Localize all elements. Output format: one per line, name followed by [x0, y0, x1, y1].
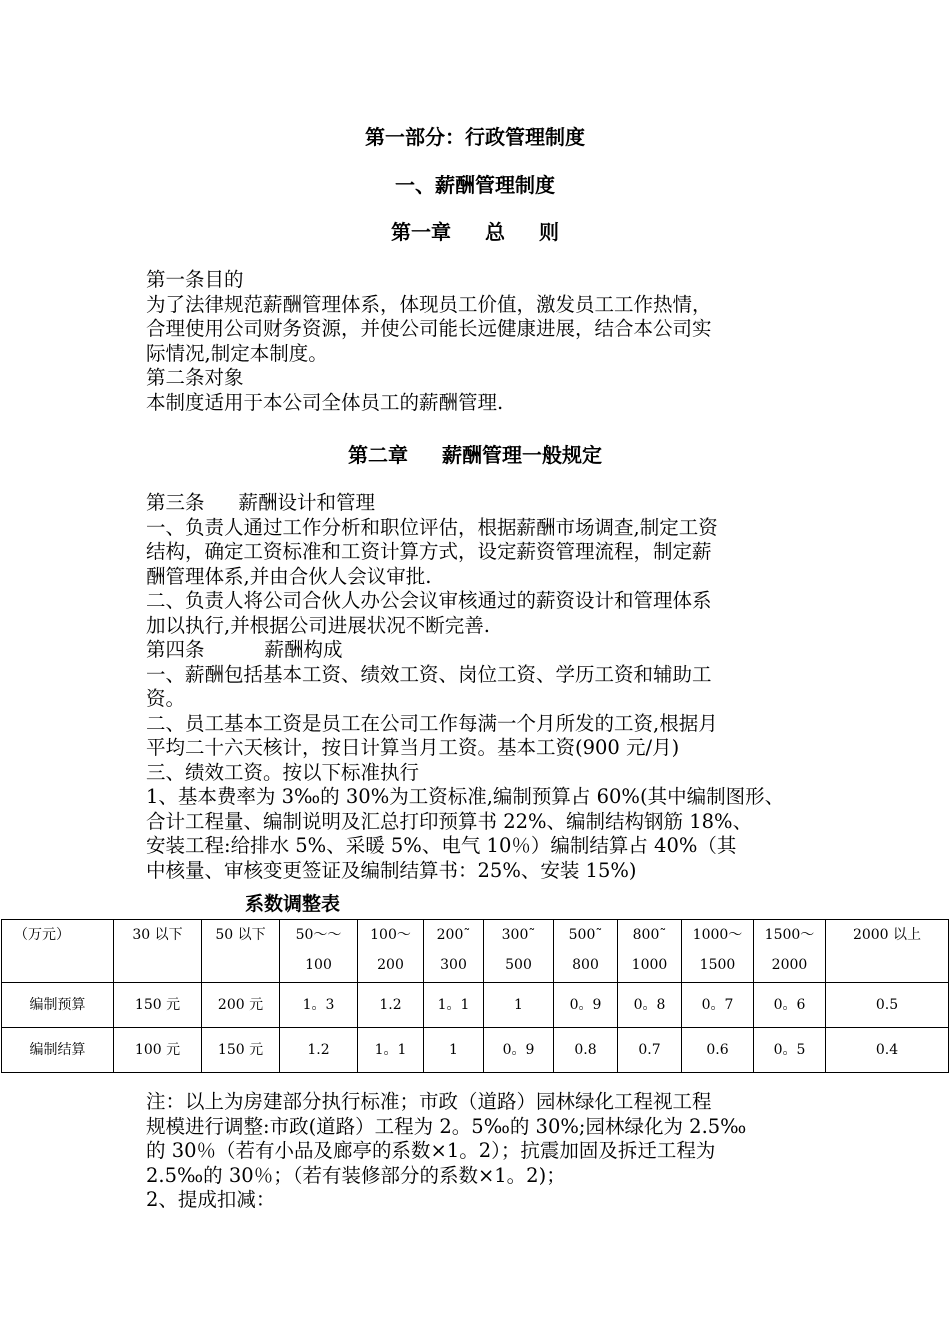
article-title: 薪酬设计和管理 [238, 491, 376, 514]
range-cell: 1500～ 2000 [754, 920, 826, 983]
text-line: 2、提成扣减： [146, 1188, 276, 1211]
table-cell: 0。7 [682, 983, 754, 1028]
text-line: 注：以上为房建部分执行标准；市政（道路）园林绿化工程视工程 [146, 1090, 712, 1113]
table-cell: 1。3 [280, 983, 358, 1028]
range-cell: 100～ 200 [358, 920, 424, 983]
table-cell: 1.2 [280, 1028, 358, 1073]
chapter-1-title-a: 总 [485, 220, 505, 244]
text-line: 1、基本费率为 3‰的 30%为工资标准,编制预算占 60%(其中编制图形、 [146, 785, 785, 808]
table-cell: 0。5 [754, 1028, 826, 1073]
table-cell: 1.2 [358, 983, 424, 1028]
table-cell: 1。1 [424, 983, 484, 1028]
text-line: 际情况,制定本制度。 [146, 341, 328, 365]
table-cell: 150 元 [114, 983, 202, 1028]
article-title: 薪酬构成 [264, 638, 343, 661]
text-line: 三、绩效工资。按以下标准执行 [146, 760, 420, 784]
range-cell: 2000 以上 [826, 920, 949, 983]
table-cell: 0.4 [826, 1028, 949, 1073]
table-cell: 0。8 [618, 983, 682, 1028]
row-label: 编制结算 [2, 1028, 114, 1073]
unit-cell: （万元） [2, 920, 114, 983]
article-label: 第四条 [146, 638, 205, 661]
range-cell: 50 以下 [202, 920, 280, 983]
coefficient-table [1, 919, 949, 1073]
table-notes [146, 1090, 826, 1213]
part-title: 第一部分：行政管理制度 [365, 125, 585, 149]
text-line: 二、负责人将公司合伙人办公会议审核通过的薪资设计和管理体系 [146, 589, 712, 612]
text-line: 本制度适用于本公司全体员工的薪酬管理. [146, 390, 504, 414]
table-cell: 0.7 [618, 1028, 682, 1073]
row-label: 编制预算 [2, 983, 114, 1028]
text-line: 第一条目的 [146, 268, 244, 291]
table-cell: 1 [424, 1028, 484, 1073]
text-line: 的 30％（若有小品及廊亭的系数×1。2）；抗震加固及拆迁工程为 [146, 1139, 716, 1162]
text-line: 结构，确定工资标准和工资计算方式，设定薪资管理流程，制定薪 [146, 540, 712, 563]
text-line: 一、负责人通过工作分析和职位评估，根据薪酬市场调查,制定工资 [146, 515, 718, 539]
text-line: 加以执行,并根据公司进展状况不断完善. [146, 613, 490, 637]
table-cell: 0。6 [754, 983, 826, 1028]
article-4-heading [146, 638, 826, 663]
text-line: 合理使用公司财务资源，并使公司能长远健康进展，结合本公司实 [146, 317, 712, 340]
chapter-1-number: 第一章 [391, 220, 451, 244]
table-row [2, 983, 949, 1028]
section-title: 一、薪酬管理制度 [395, 173, 555, 197]
chapter-1-heading [0, 219, 950, 245]
table-row [2, 1028, 949, 1073]
table-cell: 0。9 [554, 983, 618, 1028]
text-line: 合计工程量、编制说明及汇总打印预算书 22%、编制结构钢筋 18%、 [146, 809, 753, 833]
chapter-2-body [146, 491, 826, 883]
text-line: 规模进行调整:市政(道路）工程为 2。5‰的 30%;园林绿化为 2.5‰ [146, 1114, 747, 1138]
range-cell: 30 以下 [114, 920, 202, 983]
table-cell: 1。1 [358, 1028, 424, 1073]
table-cell: 150 元 [202, 1028, 280, 1073]
text-line: 2.5‰的 30％；（若有装修部分的系数×1。2)； [146, 1163, 566, 1187]
text-line: 二、员工基本工资是员工在公司工作每满一个月所发的工资,根据月 [146, 711, 718, 735]
text-line: 为了法律规范薪酬管理体系，体现员工价值，激发员工工作热情， [146, 292, 712, 316]
table-cell: 100 元 [114, 1028, 202, 1073]
text-line: 一、薪酬包括基本工资、绩效工资、岗位工资、学历工资和辅助工 [146, 662, 712, 686]
chapter-2-title: 薪酬管理一般规定 [442, 443, 602, 467]
range-cell: 500˜ 800 [554, 920, 618, 983]
table-cell: 1 [484, 983, 554, 1028]
table-cell: 200 元 [202, 983, 280, 1028]
article-3-heading [146, 491, 826, 516]
text-line: 资。 [146, 687, 186, 710]
text-line: 平均二十六天核计，按日计算当月工资。基本工资(900 元/月) [146, 736, 680, 759]
text-line: 安装工程:给排水 5%、采暖 5%、电气 10％）编制结算占 40%（其 [146, 834, 737, 857]
chapter-1-title-b: 则 [539, 220, 559, 244]
range-cell: 300˜ 500 [484, 920, 554, 983]
table-cell: 0.6 [682, 1028, 754, 1073]
article-label: 第三条 [146, 491, 205, 514]
text-line: 酬管理体系,并由合伙人会议审批. [146, 564, 432, 588]
table-header-row [2, 920, 949, 983]
range-cell: 800˜ 1000 [618, 920, 682, 983]
chapter-1-body [146, 268, 826, 415]
table-cell: 0.8 [554, 1028, 618, 1073]
table-title: 系数调整表 [245, 893, 341, 915]
text-line: 中核量、审核变更签证及编制结算书：25%、安装 15%) [146, 858, 637, 882]
chapter-2-number: 第二章 [348, 443, 408, 467]
table-cell: 0。9 [484, 1028, 554, 1073]
table-cell: 0.5 [826, 983, 949, 1028]
range-cell: 50～～ 100 [280, 920, 358, 983]
range-cell: 1000～ 1500 [682, 920, 754, 983]
chapter-2-heading [0, 442, 950, 468]
range-cell: 200˜ 300 [424, 920, 484, 983]
text-line: 第二条对象 [146, 366, 244, 389]
